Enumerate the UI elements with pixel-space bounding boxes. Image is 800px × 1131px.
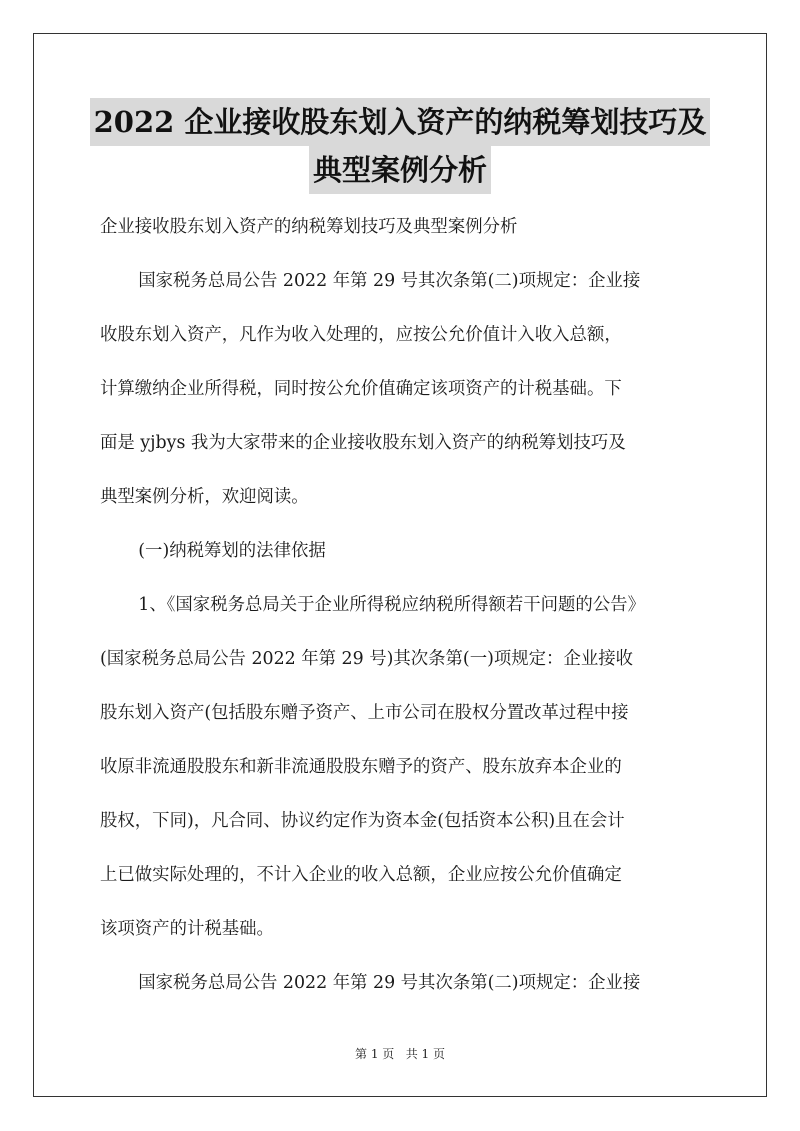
title-line-2: 典型案例分析 <box>309 146 491 194</box>
document-title <box>0 98 800 194</box>
paragraph-line: 1、《国家税务总局关于企业所得税应纳税所得额若干问题的公告》 <box>138 595 645 615</box>
subtitle: 企业接收股东划入资产的纳税筹划技巧及典型案例分析 <box>100 217 518 237</box>
subtitle-paragraph <box>100 200 706 254</box>
paragraph-line: 国家税务总局公告 2022 年第 29 号其次条第(二)项规定：企业接 <box>138 271 641 291</box>
paragraph-1 <box>100 254 706 524</box>
section-heading <box>100 524 706 578</box>
paragraph-line: 面是 yjbys 我为大家带来的企业接收股东划入资产的纳税筹划技巧及 <box>100 433 626 453</box>
paragraph-line: 计算缴纳企业所得税，同时按公允价值确定该项资产的计税基础。下 <box>100 379 622 399</box>
paragraph-line: 股权，下同)，凡合同、协议约定作为资本金(包括资本公积)且在会计 <box>100 811 625 831</box>
paragraph-line: 该项资产的计税基础。 <box>100 919 274 939</box>
paragraph-line: 收股东划入资产，凡作为收入处理的，应按公允价值计入收入总额， <box>100 325 622 345</box>
paragraph-line: 股东划入资产(包括股东赠予资产、上市公司在股权分置改革过程中接 <box>100 703 629 723</box>
title-line-1: 2022 企业接收股东划入资产的纳税筹划技巧及 <box>90 98 711 146</box>
paragraph-line: 上已做实际处理的，不计入企业的收入总额，企业应按公允价值确定 <box>100 865 622 885</box>
section-heading-text: (一)纳税筹划的法律依据 <box>138 541 326 561</box>
paragraph-line: 收原非流通股股东和新非流通股股东赠予的资产、股东放弃本企业的 <box>100 757 622 777</box>
paragraph-3 <box>100 956 706 1010</box>
paragraph-line: (国家税务总局公告 2022 年第 29 号)其次条第(一)项规定：企业接收 <box>100 649 634 669</box>
page-footer <box>0 1045 800 1062</box>
document-body <box>100 200 706 1010</box>
paragraph-line: 国家税务总局公告 2022 年第 29 号其次条第(二)项规定：企业接 <box>138 973 641 993</box>
paragraph-line: 典型案例分析，欢迎阅读。 <box>100 487 309 507</box>
paragraph-2 <box>100 578 706 956</box>
page-indicator: 第 1 页 共 1 页 <box>355 1047 445 1061</box>
